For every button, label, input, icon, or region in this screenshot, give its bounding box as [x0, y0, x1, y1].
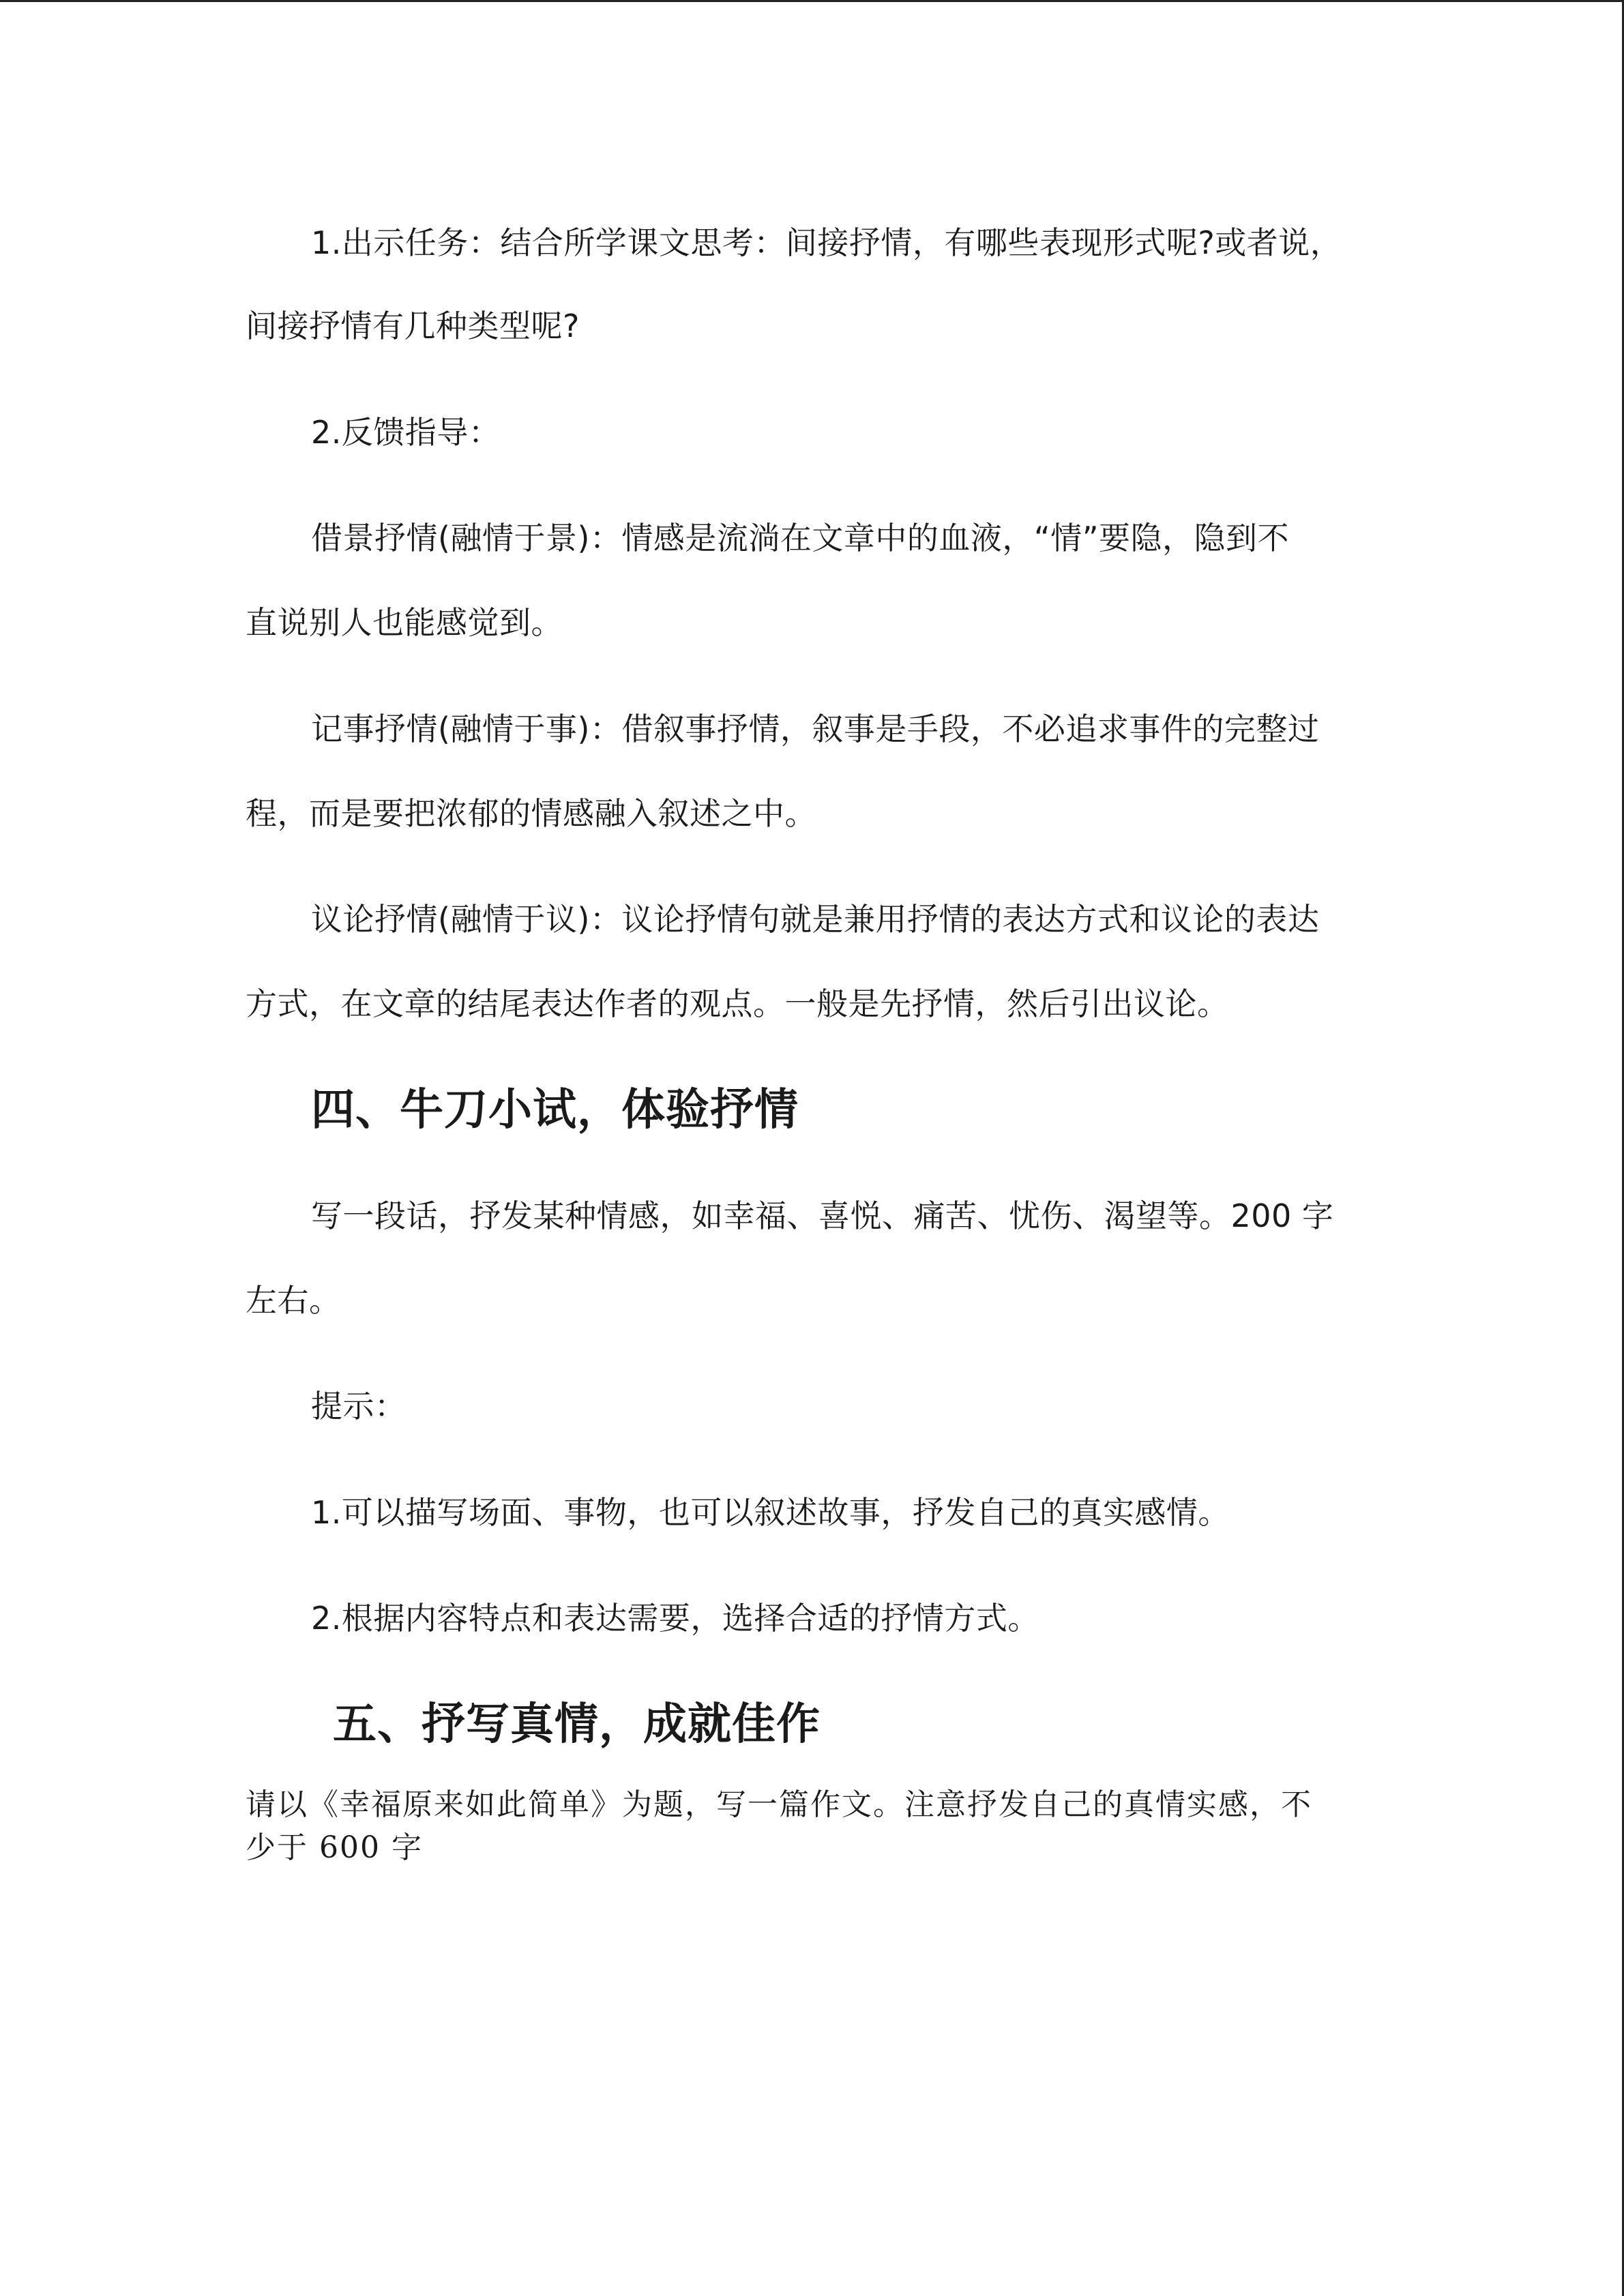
paragraph-argument-line-2: 方式，在文章的结尾表达作者的观点。一般是先抒情，然后引出议论。 [246, 985, 1229, 1022]
paragraph-event-line-1: 记事抒情(融情于事)：借叙事抒情，叙事是手段，不必追求事件的完整过 [311, 711, 1320, 747]
paragraph-essay-line-2: 少于 600 字 [246, 1830, 423, 1865]
heading-section-four: 四、牛刀小试，体验抒情 [311, 1085, 799, 1135]
heading-section-five: 五、抒写真情，成就佳作 [333, 1699, 821, 1750]
paragraph-feedback: 2.反馈指导： [311, 414, 501, 451]
paragraph-task-line-2: 间接抒情有几种类型呢? [246, 308, 580, 344]
paragraph-task-line-1: 1.出示任务：结合所学课文思考：间接抒情，有哪些表现形式呢?或者说， [311, 224, 1342, 261]
paragraph-argument-line-1: 议论抒情(融情于议)：议论抒情句就是兼用抒情的表达方式和议论的表达 [311, 901, 1320, 938]
paragraph-event-line-2: 程，而是要把浓郁的情感融入叙述之中。 [246, 795, 816, 832]
paragraph-write-line-2: 左右。 [246, 1282, 341, 1319]
paragraph-hint-label: 提示： [311, 1388, 407, 1425]
paragraph-essay-line-1: 请以《幸福原来如此简单》为题，写一篇作文。注意抒发自己的真情实感，不 [246, 1787, 1312, 1822]
paragraph-hint-2: 2.根据内容特点和表达需要，选择合适的抒情方式。 [311, 1600, 1039, 1637]
page-top-border [0, 0, 1624, 2]
paragraph-hint-1: 1.可以描写场面、事物，也可以叙述故事，抒发自己的真实感情。 [311, 1494, 1230, 1531]
paragraph-scene-line-1: 借景抒情(融情于景)：情感是流淌在文章中的血液，“情”要隐，隐到不 [311, 520, 1290, 556]
paragraph-write-line-1: 写一段话，抒发某种情感，如幸福、喜悦、痛苦、忧伤、渴望等。200 字 [311, 1197, 1334, 1234]
paragraph-scene-line-2: 直说别人也能感觉到。 [246, 604, 563, 641]
